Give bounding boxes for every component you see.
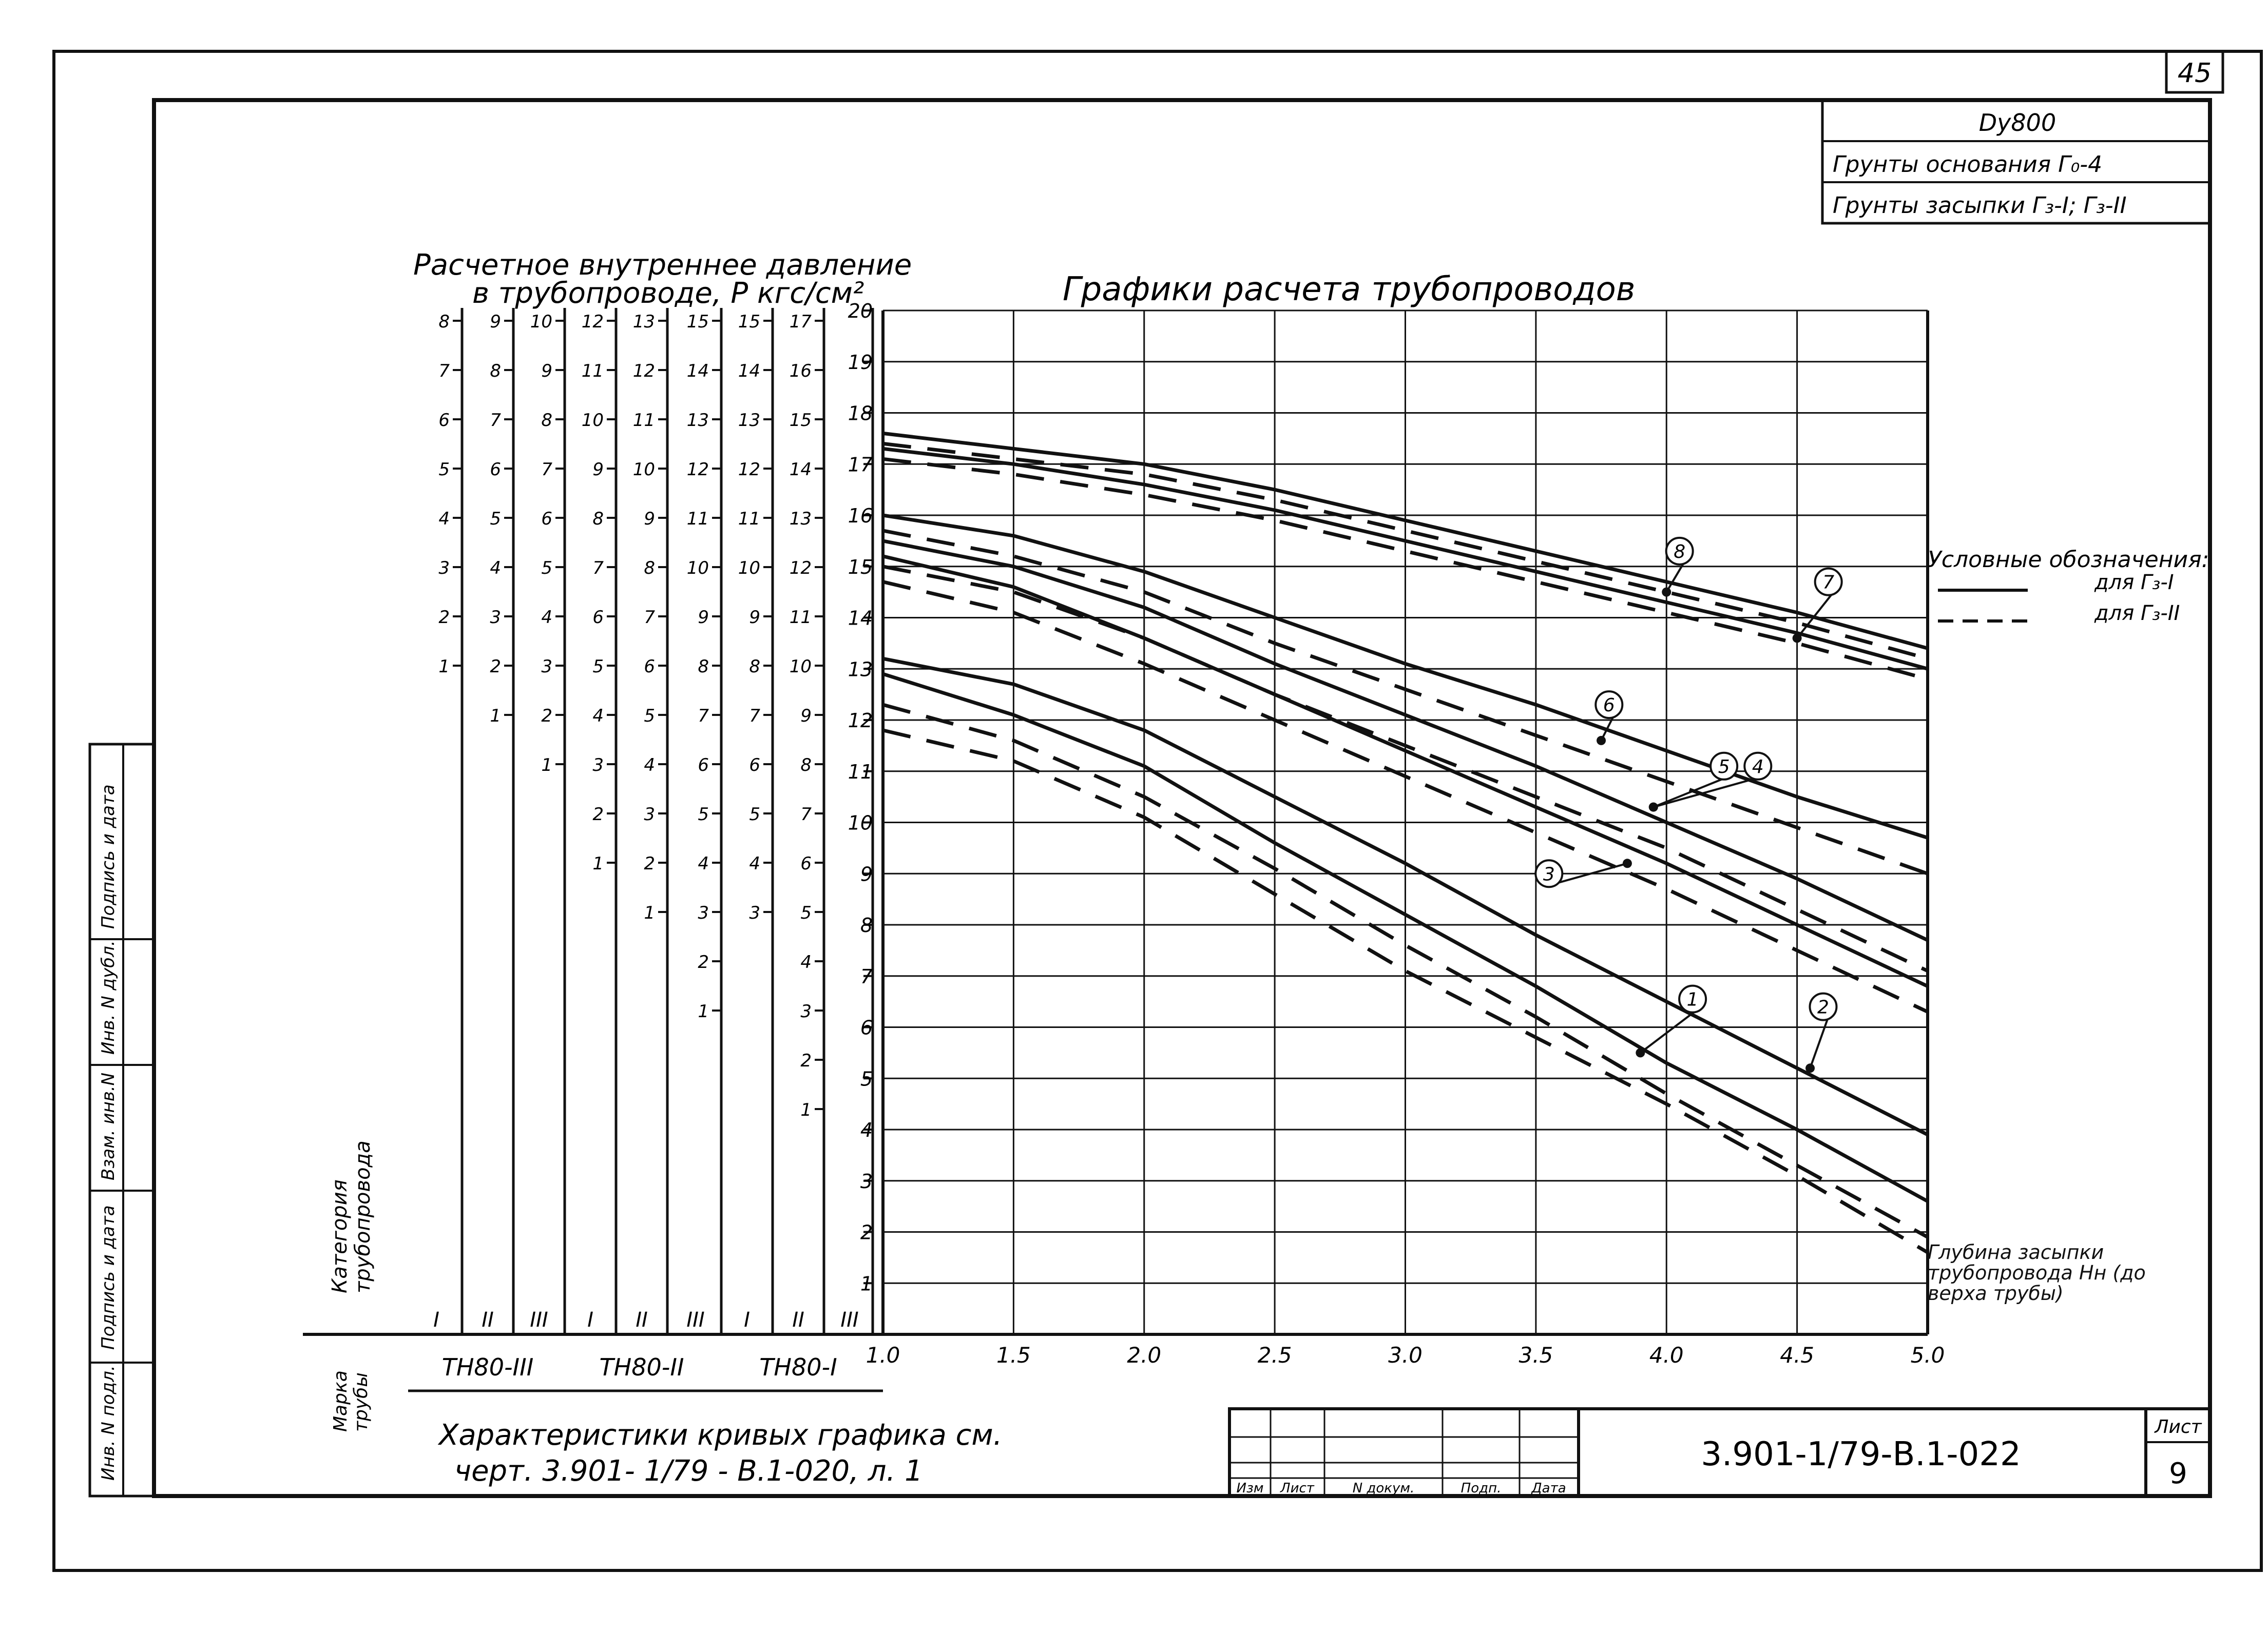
category-mark: I bbox=[744, 1308, 750, 1332]
y-tick-label: 4 bbox=[860, 1119, 873, 1141]
x-tick-label: 2.0 bbox=[1127, 1343, 1162, 1368]
legend-dashed-label: для Г₃-II bbox=[2094, 601, 2180, 625]
pressure-scale-label: 9 bbox=[800, 706, 812, 726]
curve-callout-label: 8 bbox=[1674, 541, 1686, 562]
x-tick-label: 3.0 bbox=[1388, 1343, 1423, 1368]
pressure-scale-label: 8 bbox=[800, 755, 812, 775]
document-code: 3.901-1/79-В.1-022 bbox=[1701, 1435, 2021, 1473]
curve-callout-dot bbox=[1662, 588, 1671, 597]
stamp-col-3: N докум. bbox=[1352, 1481, 1415, 1496]
pressure-title-line1: Расчетное внутреннее давление bbox=[413, 248, 912, 282]
pressure-scale-label: 12 bbox=[632, 361, 655, 381]
pressure-scale-label: 1 bbox=[698, 1001, 709, 1022]
pressure-scale-label: 3 bbox=[592, 755, 604, 775]
pressure-scale-label: 11 bbox=[632, 410, 655, 431]
pressure-scale-label: 6 bbox=[541, 509, 552, 529]
pressure-scale-label: 9 bbox=[644, 509, 655, 529]
list-value: 9 bbox=[2169, 1457, 2187, 1490]
pressure-scale-label: 6 bbox=[800, 853, 812, 874]
pressure-scale-label: 4 bbox=[438, 509, 450, 529]
pressure-scale-label: 5 bbox=[644, 706, 655, 726]
y-tick-label: 19 bbox=[848, 351, 873, 374]
legend-solid-label: для Г₃-I bbox=[2094, 571, 2174, 594]
pressure-scale-label: 1 bbox=[592, 853, 604, 874]
x-axis-label bbox=[1928, 1242, 2205, 1334]
chart-title: Графики расчета трубопроводов bbox=[1063, 270, 1636, 308]
curve-callout-label: 6 bbox=[1603, 695, 1615, 716]
side-strip bbox=[90, 744, 154, 1496]
pressure-scale-label: 2 bbox=[644, 853, 655, 874]
pressure-scale-label: 13 bbox=[632, 312, 655, 332]
y-tick-label: 7 bbox=[860, 965, 873, 988]
brand-label-2: трубы bbox=[351, 1372, 372, 1432]
category-mark: III bbox=[686, 1308, 705, 1332]
pressure-scale-label: 13 bbox=[738, 410, 760, 431]
pressure-scale-label: 2 bbox=[592, 804, 604, 825]
pressure-scale-label: 10 bbox=[632, 459, 655, 480]
pressure-scale-label: 13 bbox=[789, 509, 812, 529]
pressure-scale-label: 12 bbox=[686, 459, 709, 480]
category-marks bbox=[433, 1308, 859, 1332]
stamp-col-1: Изм bbox=[1236, 1481, 1264, 1496]
category-mark: III bbox=[840, 1308, 859, 1332]
pressure-scale-label: 7 bbox=[644, 607, 655, 628]
y-tick-label: 3 bbox=[860, 1170, 873, 1193]
pressure-scale-label: 9 bbox=[541, 361, 552, 381]
pressure-scale-label: 7 bbox=[490, 410, 501, 431]
pressure-scale-label: 14 bbox=[738, 361, 760, 381]
y-tick-label: 11 bbox=[848, 760, 873, 783]
pressure-scale-label: 8 bbox=[438, 312, 450, 332]
pressure-scale-label: 9 bbox=[698, 607, 709, 628]
curve-callout-label: 3 bbox=[1543, 864, 1555, 885]
pressure-scale-label: 6 bbox=[438, 410, 450, 431]
x-tick-label: 1.0 bbox=[866, 1343, 900, 1368]
pressure-scale-label: 15 bbox=[789, 410, 812, 431]
pressure-scale-label: 14 bbox=[686, 361, 709, 381]
pressure-scale-label: 3 bbox=[800, 1001, 812, 1022]
category-mark: III bbox=[530, 1308, 548, 1332]
pressure-scale-label: 2 bbox=[698, 952, 709, 973]
curve-callout-dot bbox=[1623, 859, 1632, 868]
pressure-scale-label: 3 bbox=[698, 903, 709, 923]
title-box-row3: Грунты засыпки Г₃-I; Г₃-II bbox=[1833, 192, 2127, 219]
pressure-scale-label: 10 bbox=[789, 656, 812, 677]
curve-callout-dot bbox=[1793, 633, 1802, 643]
y-tick-label: 2 bbox=[860, 1221, 873, 1244]
pressure-scale-label: 1 bbox=[438, 656, 450, 677]
pressure-scale-label: 3 bbox=[490, 607, 501, 628]
pressure-scale-label: 10 bbox=[686, 558, 709, 578]
x-axis-label-text: Глубина засыпки трубопровода Нн (до верха трубы) bbox=[1928, 1242, 2146, 1305]
pressure-scale-label: 2 bbox=[490, 656, 501, 677]
curve-callout-dot bbox=[1597, 736, 1606, 745]
category-mark: II bbox=[792, 1308, 804, 1332]
pressure-scale-label: 7 bbox=[800, 804, 812, 825]
curve-callout-label: 1 bbox=[1686, 989, 1699, 1011]
pressure-scale-label: 10 bbox=[530, 312, 552, 332]
stamp-block bbox=[1229, 1409, 2210, 1496]
pressure-scale-label: 5 bbox=[749, 804, 760, 825]
brand-label: ТН80-III bbox=[441, 1353, 534, 1381]
pressure-scale-label: 9 bbox=[592, 459, 604, 480]
y-tick-label: 15 bbox=[848, 555, 873, 578]
pressure-scale-label: 1 bbox=[800, 1100, 812, 1120]
title-box-row1: Dy800 bbox=[1978, 109, 2056, 137]
pressure-scale-label: 12 bbox=[738, 459, 760, 480]
brand-label: ТН80-I bbox=[759, 1353, 837, 1381]
pressure-scale-label: 3 bbox=[541, 656, 552, 677]
curve-callout-dot bbox=[1636, 1048, 1645, 1057]
legend bbox=[1928, 547, 2209, 625]
pressure-scale-label: 10 bbox=[738, 558, 760, 578]
pressure-scale-label: 8 bbox=[592, 509, 604, 529]
curve-callout-label: 4 bbox=[1752, 756, 1764, 778]
x-tick-label: 3.5 bbox=[1519, 1343, 1553, 1368]
side-label-5: Подпись и дата bbox=[98, 784, 119, 929]
y-tick-label: 10 bbox=[848, 811, 873, 834]
pressure-scale-label: 6 bbox=[644, 656, 655, 677]
pressure-scale-label: 11 bbox=[789, 607, 812, 628]
y-tick-label: 13 bbox=[848, 658, 873, 681]
pressure-scale-label: 7 bbox=[438, 361, 450, 381]
pressure-scale-label: 7 bbox=[749, 706, 760, 726]
y-tick-label: 18 bbox=[848, 402, 873, 425]
x-tick-label: 5.0 bbox=[1910, 1343, 1945, 1368]
pressure-scale-label: 13 bbox=[686, 410, 709, 431]
side-label-2: Подпись и дата bbox=[98, 1205, 119, 1350]
pressure-scale-label: 9 bbox=[749, 607, 760, 628]
pressure-scale-label: 17 bbox=[789, 312, 812, 332]
brand-label: ТН80-II bbox=[599, 1353, 684, 1381]
pressure-scale-label: 8 bbox=[490, 361, 501, 381]
pressure-scale-label: 4 bbox=[592, 706, 604, 726]
pressure-scale-label: 1 bbox=[644, 903, 655, 923]
pressure-scale-label: 1 bbox=[490, 706, 501, 726]
pressure-scale-label: 4 bbox=[490, 558, 501, 578]
category-mark: I bbox=[433, 1308, 439, 1332]
curve-callout-label: 7 bbox=[1822, 572, 1835, 593]
pressure-scale-label: 10 bbox=[581, 410, 604, 431]
y-tick-label: 20 bbox=[848, 300, 873, 322]
pressure-scale-label: 4 bbox=[541, 607, 552, 628]
brand-label-1: Марка bbox=[330, 1370, 351, 1432]
title-box bbox=[1822, 100, 2210, 223]
curve-callout-dot bbox=[1649, 803, 1658, 812]
pressure-scale-label: 12 bbox=[789, 558, 812, 578]
x-tick-label: 4.0 bbox=[1649, 1343, 1684, 1368]
side-label-4: Инв. N дубл. bbox=[98, 940, 119, 1055]
y-tick-label: 8 bbox=[860, 914, 873, 937]
curve-callout-leader bbox=[1640, 1009, 1698, 1053]
pressure-scale-label: 4 bbox=[800, 952, 812, 973]
footnote-line2: черт. 3.901- 1/79 - В.1-020, л. 1 bbox=[454, 1454, 923, 1488]
title-box-row2: Грунты основания Г₀-4 bbox=[1833, 151, 2103, 178]
x-tick-label: 2.5 bbox=[1257, 1343, 1292, 1368]
pressure-scale-label: 15 bbox=[686, 312, 709, 332]
pressure-scale-label: 4 bbox=[644, 755, 655, 775]
pressure-scale-label: 8 bbox=[541, 410, 552, 431]
pressure-scale-label: 14 bbox=[789, 459, 812, 480]
pressure-scale-label: 6 bbox=[749, 755, 760, 775]
pressure-scale-label: 11 bbox=[581, 361, 604, 381]
x-tick-label: 1.5 bbox=[996, 1343, 1031, 1368]
x-tick-label: 4.5 bbox=[1780, 1343, 1815, 1368]
pressure-scale-label: 8 bbox=[644, 558, 655, 578]
stamp-col-5: Дата bbox=[1531, 1481, 1566, 1496]
stamp-col-2: Лист bbox=[1280, 1481, 1314, 1496]
pressure-scale-label: 7 bbox=[541, 459, 552, 480]
pressure-scale-label: 5 bbox=[438, 459, 450, 480]
pressure-scale-label: 6 bbox=[698, 755, 709, 775]
curve-callout-label: 5 bbox=[1718, 756, 1730, 778]
pressure-scale-label: 2 bbox=[800, 1051, 812, 1071]
y-tick-label: 17 bbox=[848, 453, 873, 476]
y-tick-label: 6 bbox=[860, 1016, 873, 1039]
page-number: 45 bbox=[2177, 58, 2212, 89]
pressure-scale-label: 7 bbox=[698, 706, 709, 726]
pressure-scale-label: 16 bbox=[789, 361, 812, 381]
pressure-scale-label: 8 bbox=[698, 656, 709, 677]
pressure-scale-label: 7 bbox=[592, 558, 604, 578]
y-tick-label: 9 bbox=[860, 863, 873, 886]
chart-plot bbox=[848, 300, 1945, 1368]
y-tick-label: 14 bbox=[848, 607, 873, 630]
category-label-1: Категория bbox=[328, 1179, 352, 1293]
y-tick-label: 1 bbox=[860, 1272, 873, 1295]
pressure-scale-label: 4 bbox=[698, 853, 709, 874]
pressure-scale-label: 11 bbox=[738, 509, 760, 529]
pressure-scale-label: 9 bbox=[490, 312, 501, 332]
pressure-scale-label: 6 bbox=[592, 607, 604, 628]
pressure-scale-label: 15 bbox=[738, 312, 760, 332]
pressure-scale-label: 5 bbox=[800, 903, 812, 923]
brand-labels bbox=[442, 1353, 837, 1381]
y-tick-label: 5 bbox=[860, 1067, 873, 1091]
category-mark: I bbox=[587, 1308, 593, 1332]
pressure-scales bbox=[438, 308, 873, 1334]
footnote-line1: Характеристики кривых графика см. bbox=[439, 1419, 1003, 1452]
curve-callout-label: 2 bbox=[1817, 997, 1829, 1018]
side-label-1: Инв. N подл. bbox=[98, 1365, 119, 1481]
pressure-scale-label: 3 bbox=[749, 903, 760, 923]
y-tick-label: 12 bbox=[848, 709, 873, 732]
pressure-scale-label: 8 bbox=[749, 656, 760, 677]
y-tick-label: 16 bbox=[848, 504, 873, 527]
pressure-scale-label: 6 bbox=[490, 459, 501, 480]
curve-callout-leader bbox=[1810, 1017, 1828, 1069]
legend-title: Условные обозначения: bbox=[1928, 547, 2209, 573]
pressure-title-line2: в трубопроводе, P кгс/см² bbox=[472, 277, 864, 310]
pressure-scale-label: 11 bbox=[686, 509, 709, 529]
pressure-scale-label: 3 bbox=[438, 558, 450, 578]
category-mark: II bbox=[636, 1308, 648, 1332]
stamp-col-4: Подп. bbox=[1460, 1481, 1502, 1496]
curve-callout-dot bbox=[1805, 1063, 1815, 1073]
pressure-scale-label: 4 bbox=[749, 853, 760, 874]
pressure-scale-label: 3 bbox=[644, 804, 655, 825]
list-label: Лист bbox=[2155, 1416, 2202, 1438]
pressure-scale-label: 12 bbox=[581, 312, 604, 332]
pressure-scale-label: 5 bbox=[592, 656, 604, 677]
pressure-scale-label: 2 bbox=[541, 706, 552, 726]
category-mark: II bbox=[482, 1308, 494, 1332]
pressure-scale-label: 1 bbox=[541, 755, 552, 775]
pressure-scale-label: 5 bbox=[698, 804, 709, 825]
pressure-scale-label: 5 bbox=[541, 558, 552, 578]
side-label-3: Взам. инв.N bbox=[98, 1072, 119, 1180]
category-label-2: трубопровода bbox=[351, 1140, 375, 1293]
pressure-scale-label: 2 bbox=[438, 607, 450, 628]
pressure-scale-label: 5 bbox=[490, 509, 501, 529]
